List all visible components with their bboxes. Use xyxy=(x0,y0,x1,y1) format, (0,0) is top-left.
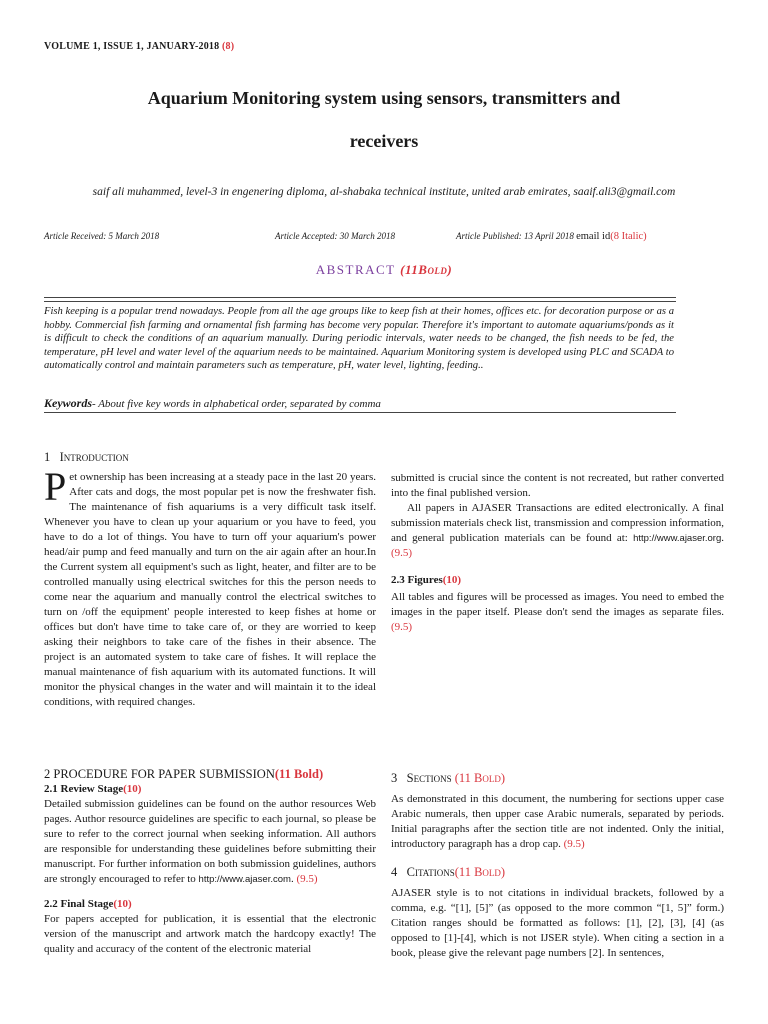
review-title: 2.1 Review Stage xyxy=(44,783,124,795)
sections-body xyxy=(391,792,724,852)
figures-body xyxy=(391,590,724,635)
intro-body: et ownership has been increasing at a steady pace in the last 20 years. After cats and dogs, the most popular pet is now the freshwater fish. The maintenance of fish aquariums is a very difficult task itself. Whenever you have to clean up your aquarium or you have to feed, you have to do a lot of things. You have to turn off your aquarium's power head/air pump and feed manually and turn on the air again after an hour.In the Current system all equipment's such as light, heater, and filter are to be controlled manually using electrical switches for this the person needs to come near the aquarium and manually control the electrical switches to turn on /off the equipment' people interested to keep fishes at home or offices but don't have time to take care of, or they are worried to keep asking their neighbors to take care of the fishes in their absence. The project is an automated system to take care of fishes. It will replace the manual maintenance of fish aquarium with its automated functions. It will monitor the physical changes in the water and will maintain it to the ideal conditions, with required changes. xyxy=(44,471,376,708)
review-body-note: (9.5) xyxy=(296,873,318,885)
intro-column xyxy=(44,464,376,710)
date-published-group xyxy=(456,231,647,242)
review-heading xyxy=(44,782,376,797)
sections-number: 3 xyxy=(391,771,398,785)
ajaser-para xyxy=(391,501,724,561)
date-received: Article Received: 5 March 2018 xyxy=(44,231,160,241)
intro-title: Introduction xyxy=(59,450,129,464)
figures-title: 2.3 Figures xyxy=(391,574,443,586)
figures-body-note: (9.5) xyxy=(391,621,413,633)
procedure-column xyxy=(44,767,376,957)
procedure-title-note: (11 Bold) xyxy=(274,767,324,781)
intro-number: 1 xyxy=(44,450,51,464)
review-body xyxy=(44,797,376,887)
citations-title: Citations xyxy=(406,865,455,879)
ajaser-para-text: All papers in AJASER Transactions are edited electronically. A final submission materials check list, transmission and compression information, and general publication materials can be found at: xyxy=(391,502,724,544)
abstract-top-rule xyxy=(44,297,676,298)
keywords-line xyxy=(44,396,674,411)
sections-title: Sections xyxy=(406,771,452,785)
citations-heading xyxy=(391,865,724,880)
intro-heading xyxy=(44,450,129,465)
figures-note: (10) xyxy=(442,574,462,586)
email-note: (8 Italic) xyxy=(610,231,647,242)
submission-para-continued: submitted is crucial since the content is not recreated, but rather converted into the final published version. xyxy=(391,472,724,499)
citations-title-note: (11 Bold) xyxy=(454,865,506,879)
volume-note: (8) xyxy=(222,41,235,52)
final-heading xyxy=(44,897,376,912)
ajaser-para-note: (9.5) xyxy=(391,547,413,559)
email-label: email id xyxy=(576,231,611,242)
intro-dropcap: P xyxy=(44,464,67,509)
sections-body-note: (9.5) xyxy=(563,838,585,850)
ajaser-para-end: . xyxy=(721,532,725,544)
right-column-top xyxy=(391,471,724,635)
abstract-body: Fish keeping is a popular trend nowadays. People from all the age groups like to keep fish at their homes, offices etc. for decoration purpose or as a hobby. Commercial fish farming and ornamental fish farming has become very popular. Therefore it's important to automate aquariums/ponds as it is difficult to check the conditions of an aquarium manually. During periodic intervals, water needs to be changed, the fish needs to be fed, the temperature, pH level and water level of the aquarium needs to be maintained. Aquarium Monitoring system is developed using PLC and SCADA to automatically control and maintain parameters such as temperature, pH, water level, lighting, feeding.. xyxy=(44,306,674,372)
final-note: (10) xyxy=(113,898,132,910)
abstract-note-smallcaps: old) xyxy=(427,262,453,277)
ajaser-com-link[interactable]: http://www.ajaser.com xyxy=(198,874,291,885)
sections-body-text: As demonstrated in this document, the numbering for sections upper case Arabic numerals, then upper case Arabic numerals, separated by periods. Initial paragraphs after the section title are not indented. Only the initial, introductory paragraph has a drop cap. xyxy=(391,793,724,850)
citations-body: AJASER style is to not citations in individual brackets, followed by a comma, e.g. “[1], [5]” (as opposed to the more common “[1, 5]” form.) Citation ranges should be formatted as follows: [1], [2], [3], [4] (as opposed to [1]-[4], which is not IJSER style). When citing a section in a book, please give the relevant page numbers [2]. In sentences, xyxy=(391,887,724,959)
abstract-top-rule-2 xyxy=(44,301,676,302)
citations-number: 4 xyxy=(391,865,398,879)
author-line: saif ali muhammed, level-3 in engenering diploma, al-shabaka technical institute, united arab emirates, saaif.ali3@gmail.com xyxy=(92,186,676,198)
right-column-bottom xyxy=(391,771,724,961)
figures-body-text: All tables and figures will be processed as images. You need to embed the images in the paper itself. Please don't send the images as separate files. xyxy=(391,591,724,618)
review-body-text: Detailed submission guidelines can be found on the author resources Web pages. Author resource guidelines are specific to each journal, so please be sure to refer to the correct journal when seeking information. All authors are responsible for understanding these guidelines before submitting their manuscript. For further information on both submission guidelines, authors are strongly encouraged to refer to xyxy=(44,798,376,885)
abstract-heading xyxy=(40,262,728,278)
procedure-heading xyxy=(44,767,376,782)
figures-heading xyxy=(391,573,724,588)
keywords-text: - About five key words in alphabetical order, separated by comma xyxy=(92,398,381,410)
volume-header xyxy=(44,41,234,52)
final-body: For papers accepted for publication, it is essential that the electronic version of the manuscript and artwork match the hardcopy exactly! The quality and accuracy of the content of the electronic material xyxy=(44,913,376,955)
procedure-title: 2 PROCEDURE FOR PAPER SUBMISSION xyxy=(44,767,275,781)
review-body-end: . xyxy=(290,873,294,885)
keywords-label: Keywords xyxy=(44,396,92,410)
abstract-heading-note xyxy=(400,262,452,277)
ajaser-url-link[interactable]: http://www.ajaser.org xyxy=(633,533,722,544)
sections-title-note: (11 Bold) xyxy=(454,771,506,785)
sections-heading xyxy=(391,771,724,786)
abstract-heading-text: ABSTRACT xyxy=(315,262,396,277)
abstract-bottom-rule xyxy=(44,412,676,413)
date-accepted: Article Accepted: 30 March 2018 xyxy=(275,231,395,241)
date-published: Article Published: 13 April 2018 xyxy=(456,231,574,241)
review-note: (10) xyxy=(123,783,142,795)
volume-text: VOLUME 1, ISSUE 1, JANUARY-2018 xyxy=(44,41,220,52)
abstract-note-main: (11B xyxy=(400,262,428,277)
final-title: 2.2 Final Stage xyxy=(44,898,114,910)
paper-title-line1: Aquarium Monitoring system using sensors, transmitters and xyxy=(147,88,621,108)
paper-title-line2: receivers xyxy=(349,131,419,151)
